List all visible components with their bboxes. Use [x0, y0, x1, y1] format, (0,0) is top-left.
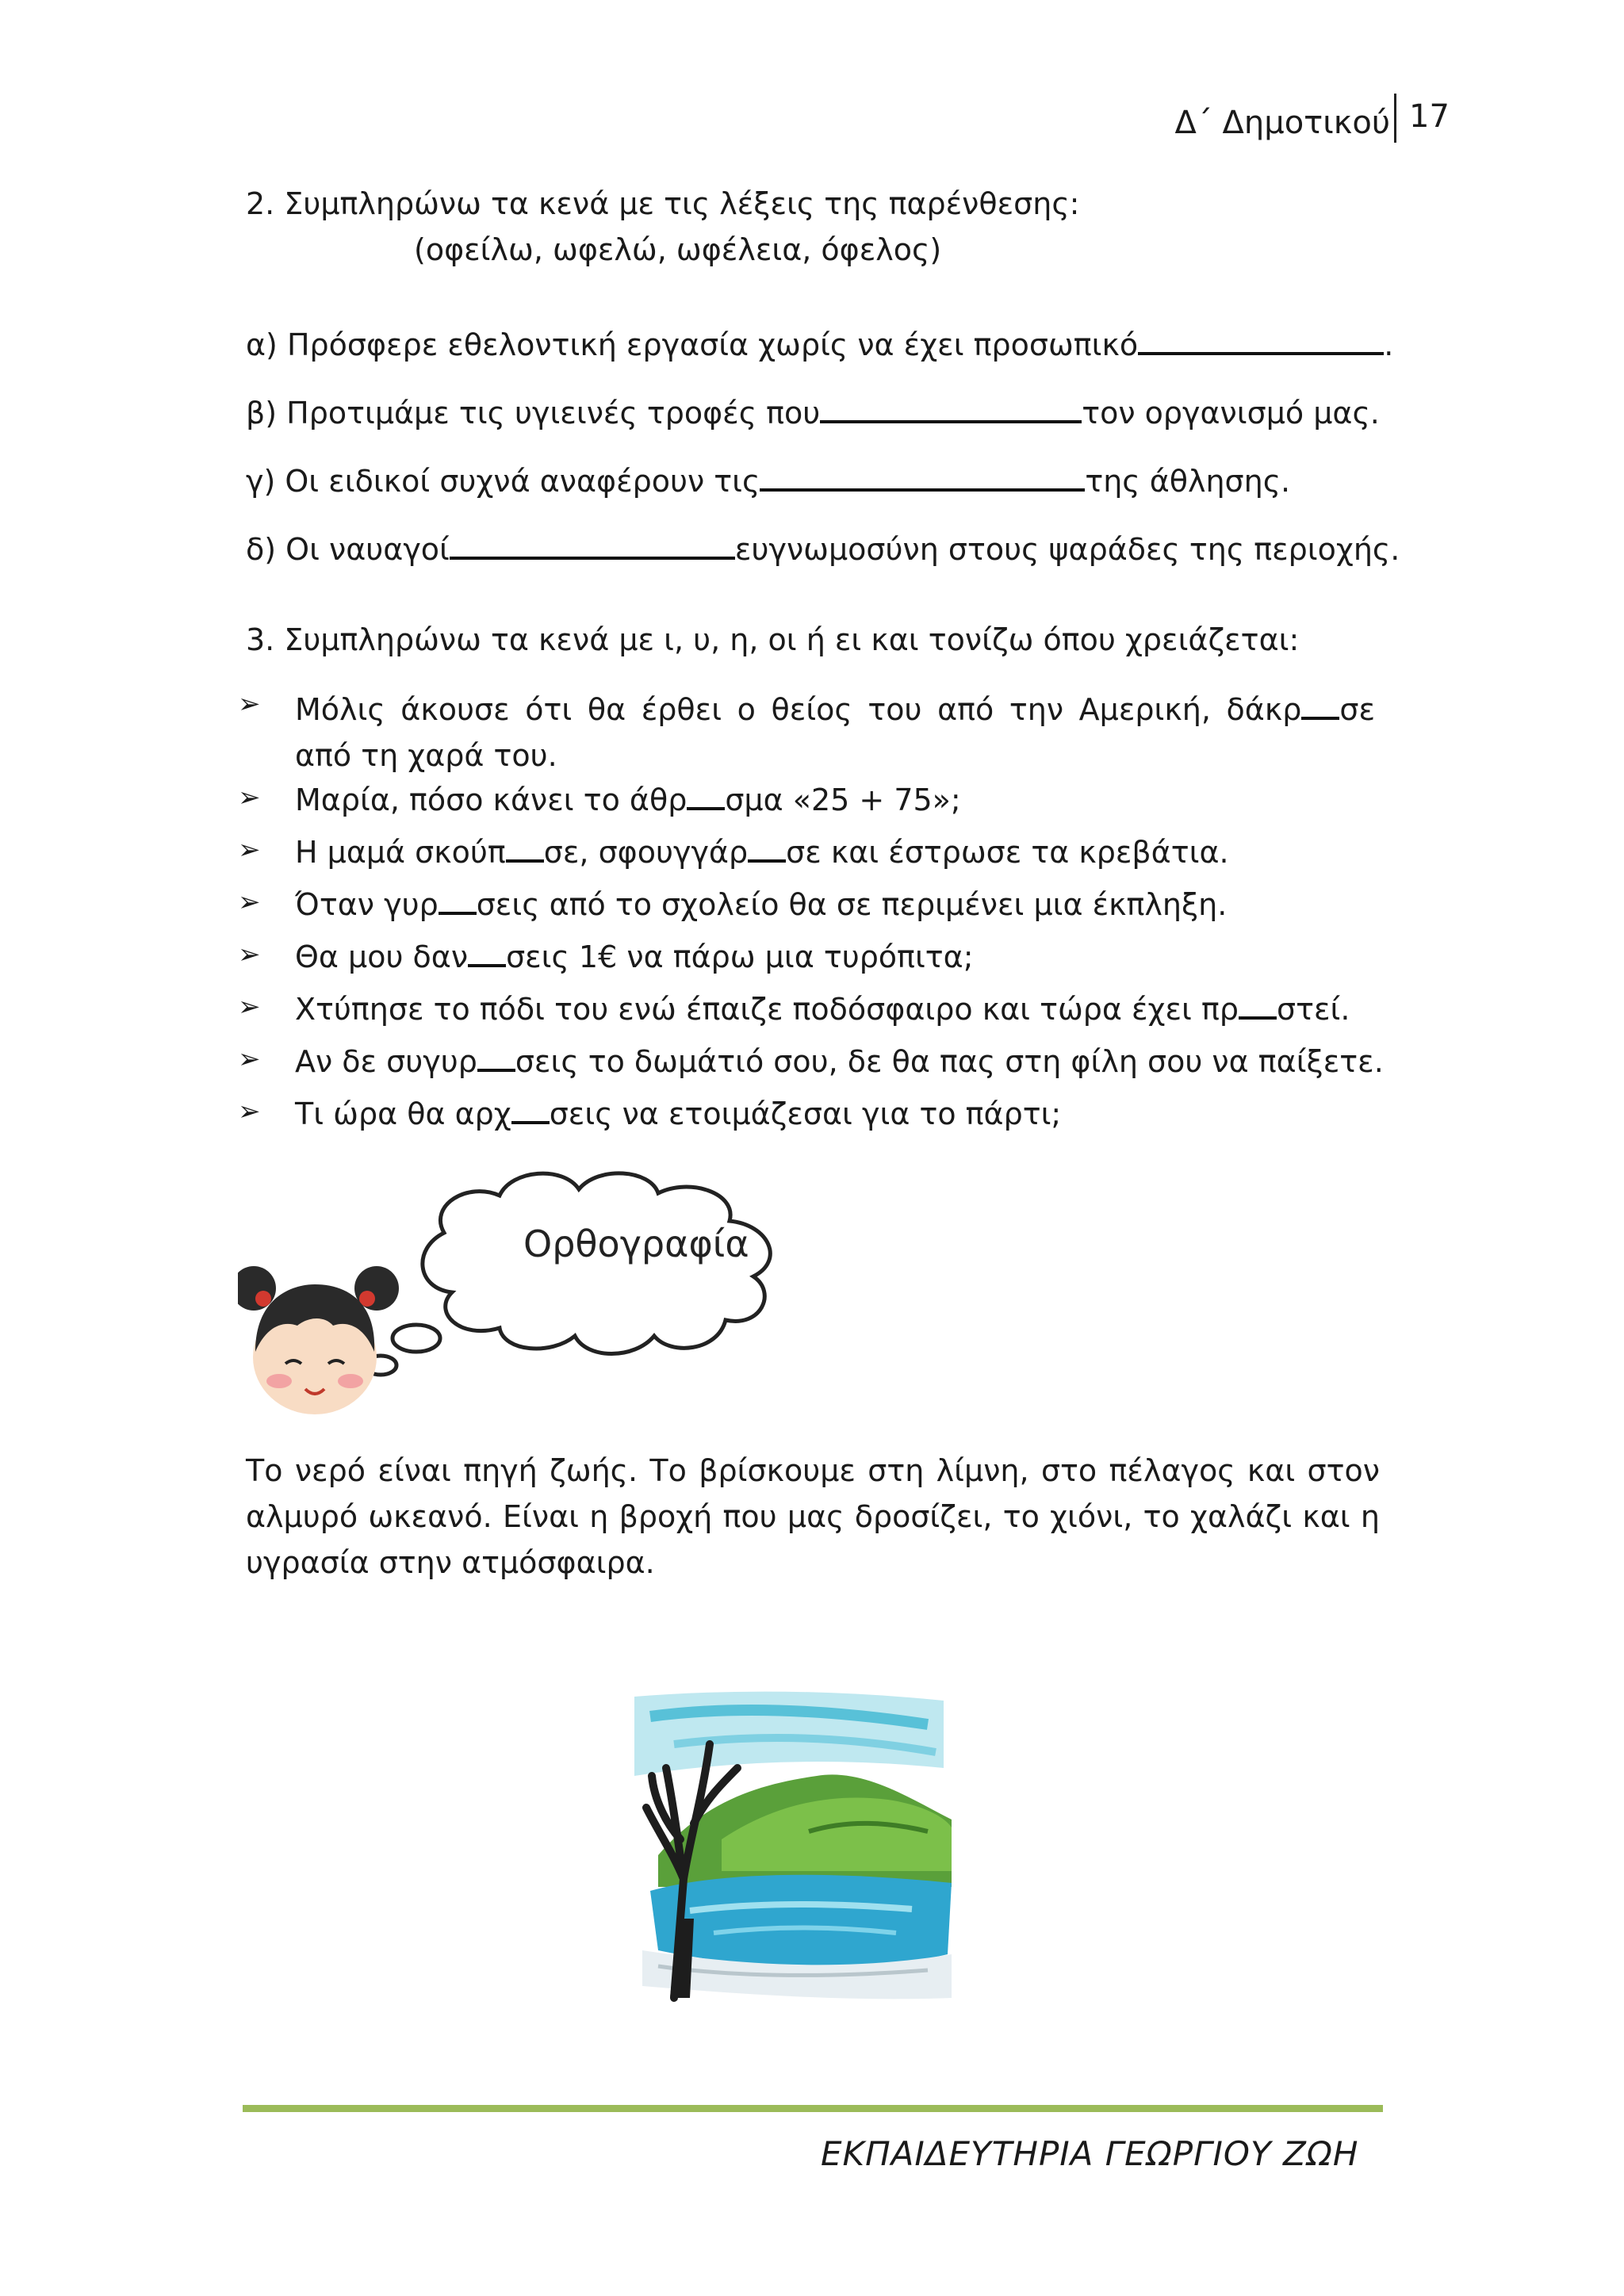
fill-blank[interactable]	[748, 836, 786, 863]
line-text: .	[1384, 327, 1394, 362]
exercise-3-title: 3. Συμπληρώνω τα κενά με ι, υ, η, οι ή ει και τονίζω όπου χρειάζεται:	[246, 622, 1300, 657]
item-text: Χτύπησε το πόδι του ενώ έπαιζε ποδόσφαιρο και τώρα έχει πρ	[295, 992, 1239, 1027]
footer-author: ΕΚΠΑΙΔΕΥΤΗΡΙΑ ΓΕΩΡΓΙΟΥ ΖΩΗ	[821, 2134, 1359, 2173]
item-text: σεις το δωμάτιό σου, δε θα πας στη φίλη σου να παίξετε.	[515, 1044, 1384, 1079]
arrow-bullet-icon: ➢	[238, 1043, 261, 1075]
item-text: Μόλις άκουσε ότι θα έρθει ο θείος του από την Αμερική, δάκρ	[295, 692, 1302, 727]
fill-blank[interactable]	[450, 530, 735, 560]
arrow-bullet-icon: ➢	[238, 782, 261, 813]
grade-label: Δ΄ Δημοτικού	[1174, 105, 1390, 141]
page-header	[1170, 94, 1390, 149]
fill-blank[interactable]	[760, 461, 1085, 492]
reading-paragraph: Το νερό είναι πηγή ζωής. Το βρίσκουμε στη λίμνη, στο πέλαγος και στον αλμυρό ωκεανό. Είναι η βροχή που μας δροσίζει, το χιόνι, το χαλάζι και η υγρασία στην ατμόσφαιρα.	[246, 1453, 1380, 1580]
exercise-2-title: 2. Συμπληρώνω τα κενά με τις λέξεις της παρένθεσης:	[246, 186, 1080, 221]
item-text: σε από τη χαρά του.	[295, 692, 1375, 773]
thought-bubble-label: Ορθογραφία	[523, 1223, 749, 1265]
girl-face-icon	[238, 1158, 880, 1427]
item-text: Όταν γυρ	[295, 887, 439, 922]
fill-blank[interactable]	[439, 888, 477, 915]
item-text: στεί.	[1277, 992, 1350, 1027]
item-text: Μαρία, πόσο κάνει το άθρ	[295, 783, 688, 817]
item-text: σεις από το σχολείο θα σε περιμένει μια έκπληξη.	[476, 887, 1228, 922]
exercise-2-line-b	[246, 393, 1380, 433]
item-text: Θα μου δαν	[295, 939, 469, 974]
item-text: Η μαμά σκούπ	[295, 835, 506, 870]
exercise-3-item	[295, 885, 1227, 924]
header-divider	[1394, 94, 1396, 143]
fill-blank[interactable]	[687, 783, 725, 810]
thought-bubble-graphic	[238, 1158, 880, 1427]
fill-blank[interactable]	[1301, 693, 1339, 720]
exercise-3-item	[295, 989, 1350, 1029]
arrow-bullet-icon: ➢	[238, 1096, 261, 1127]
fill-blank[interactable]	[1239, 993, 1277, 1020]
item-text: σεις 1€ να πάρω μια τυρόπιτα;	[506, 939, 974, 974]
exercise-2-line-c	[246, 461, 1290, 501]
exercise-3-item	[295, 687, 1375, 779]
line-text: δ) Οι ναυαγοί	[246, 532, 450, 567]
arrow-bullet-icon: ➢	[238, 939, 261, 970]
item-text: Αν δε συγυρ	[295, 1044, 477, 1079]
fill-blank[interactable]	[1138, 325, 1384, 355]
fill-blank[interactable]	[468, 940, 506, 967]
item-text: σε, σφουγγάρ	[543, 835, 749, 870]
arrow-bullet-icon: ➢	[238, 834, 261, 866]
item-text: Τι ώρα θα αρχ	[295, 1096, 511, 1131]
fill-blank[interactable]	[820, 393, 1082, 423]
exercise-3-item	[295, 832, 1229, 872]
line-text: ευγνωμοσύνη στους ψαράδες της περιοχής.	[734, 532, 1400, 567]
arrow-bullet-icon: ➢	[238, 886, 261, 918]
fill-blank[interactable]	[511, 1097, 550, 1124]
arrow-bullet-icon: ➢	[238, 991, 261, 1023]
lake-landscape-icon	[626, 1681, 959, 2014]
exercise-2-line-d	[246, 530, 1400, 569]
page-number: 17	[1409, 98, 1450, 135]
exercise-3-item	[295, 780, 961, 820]
exercise-2-line-a	[246, 325, 1393, 365]
fill-blank[interactable]	[477, 1045, 515, 1072]
line-text: της άθλησης.	[1085, 464, 1291, 499]
exercise-2-word-bank: (οφείλω, ωφελώ, ωφέλεια, όφελος)	[414, 232, 942, 267]
item-text: σμα «25 + 75»;	[725, 783, 961, 817]
item-text: σε και έστρωσε τα κρεβάτια.	[786, 835, 1229, 870]
line-text: β) Προτιμάμε τις υγιεινές τροφές που	[246, 396, 821, 430]
arrow-bullet-icon: ➢	[238, 688, 261, 720]
footer-rule	[243, 2105, 1383, 2112]
line-text: γ) Οι ειδικοί συχνά αναφέρουν τις	[246, 464, 760, 499]
fill-blank[interactable]	[506, 836, 544, 863]
exercise-3-item	[295, 1094, 1061, 1134]
item-text: σεις να ετοιμάζεσαι για το πάρτι;	[549, 1096, 1062, 1131]
line-text: τον οργανισμό μας.	[1082, 396, 1380, 430]
exercise-3-item	[295, 1042, 1384, 1081]
exercise-3-item	[295, 937, 974, 977]
line-text: α) Πρόσφερε εθελοντική εργασία χωρίς να έχει προσωπικό	[246, 327, 1139, 362]
